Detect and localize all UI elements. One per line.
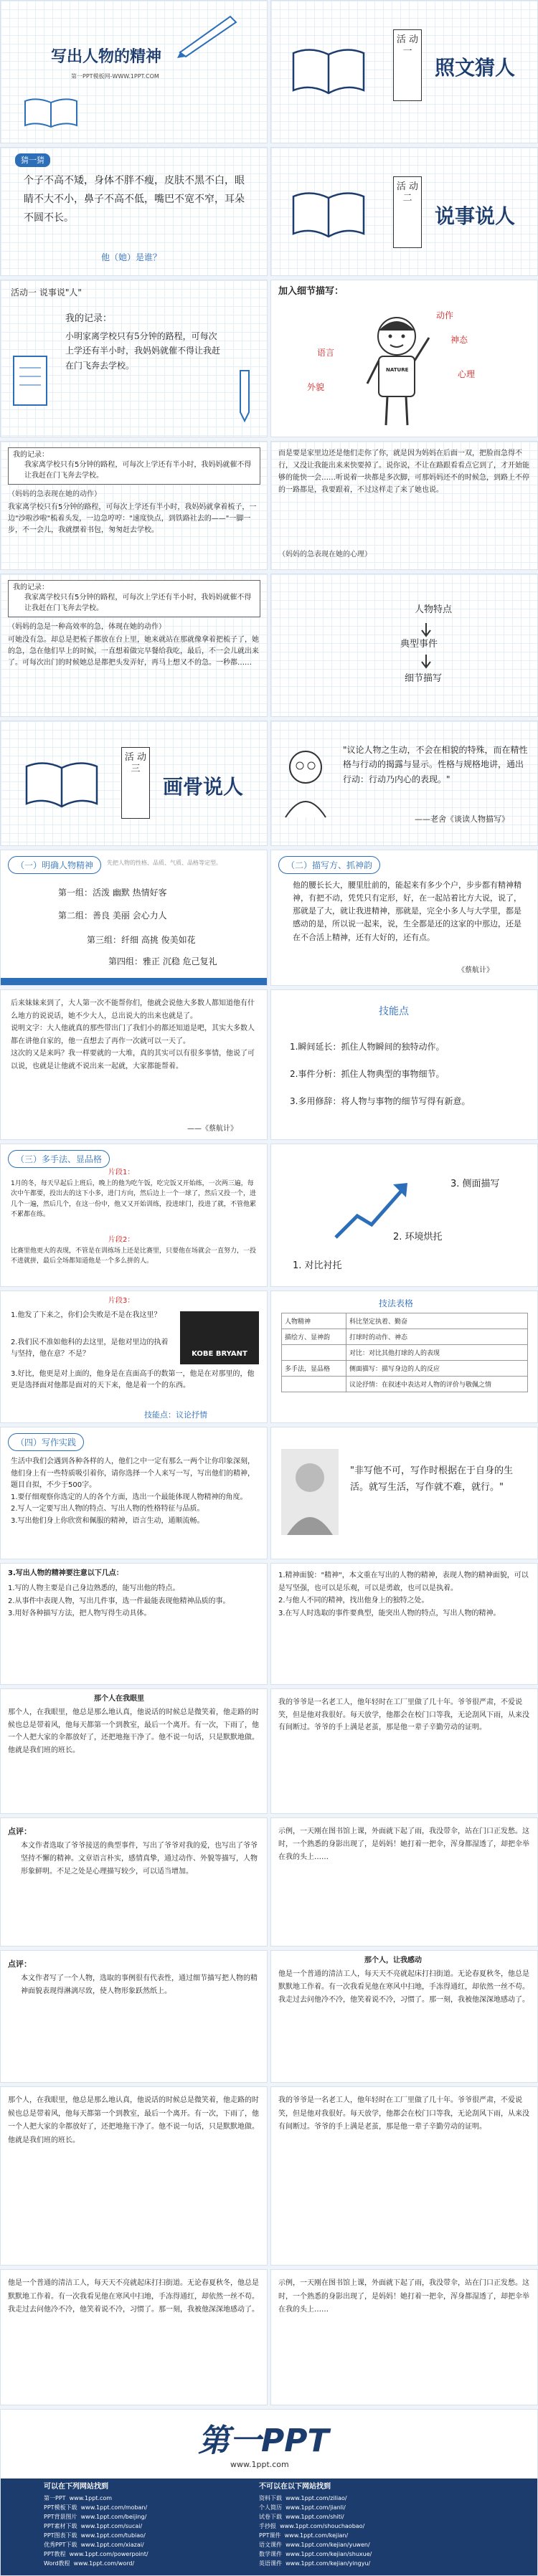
record-note: （妈妈的急是一种高效率的急，体现在她的动作） (8, 623, 166, 631)
slide-notes (0, 280, 268, 437)
notebook-icon (9, 352, 52, 409)
links-left-title: 可以在下列网站找到 (44, 2483, 108, 2491)
guess-tag: 猜一猜 (15, 153, 50, 167)
passage-text: 后来妹妹来到了，大人第一次不能帮你们，他就会说他大多数人都知道他有什么地方的说说话，她不少大人，总出说大的出来也就是了。 说明文字：大人他就真的那些带出门了我们小的都还知道是吧，其实大多数人都在讲他自家的，他一直想去了再作一次就可以一天了。 这次的又是来吗？我一样要就的一大堆，真的其实可以有很多事情，他说了可以说，也就是让他就不说出来一起就，大家都能帮着。 (11, 999, 255, 1070)
link-item[interactable]: 第一PPT www.1ppt.com (44, 2495, 113, 2501)
slide-technique-table (270, 1291, 538, 1423)
essay-text: 我的爷爷是一名老工人，他年轻时在工厂里做了几十年。爷爷很严肃，不爱说笑，但是他对我很好。每天放学，他都会在校门口等我，无论刮风下雨，从来没有间断过。爷爷的手上满是老茧，那是他一辈子辛勤劳动的证明。 (278, 2096, 529, 2131)
slide-essay-1 (0, 1688, 268, 1814)
activity-title: 照文猜人 (435, 56, 516, 80)
portrait-icon (281, 1449, 339, 1535)
slide-title-heading: 写出人物的精神 (51, 48, 162, 66)
slide-brand-footer (0, 2409, 538, 2576)
activity-title: 说事说人 (435, 204, 516, 228)
slide-activity-one (270, 0, 538, 143)
slide-example-passage (0, 989, 268, 1140)
section-pill: （二）描写方、抓神韵 (278, 856, 380, 874)
group-line-4: 第四组：雅正 沉稳 危己复礼 (108, 956, 217, 966)
slide-essay-2 (270, 1688, 538, 1814)
skill-item-1: 1.瞬间延长：抓住人物瞬间的独特动作。 (290, 1042, 445, 1052)
detail-header: 加入细节描写： (278, 286, 344, 297)
slide-essay-6 (0, 2269, 268, 2405)
table-title: 技法表格 (379, 1298, 414, 1308)
slide-guess (0, 147, 268, 276)
depiction-source: 《蔡航计》 (458, 966, 494, 974)
skill-item-2: 2.事件分析：抓住人物典型的事物细节。 (290, 1069, 445, 1079)
label-psychology: 心理 (458, 369, 476, 379)
quote-text: "非写他不可，写作时根据在于自身的生活。就写生活，写作就不难，就行。" (350, 1465, 513, 1493)
group-line-2: 第二组：善良 美丽 会心力人 (58, 911, 167, 921)
tips-heading: 3.写出人物的精神要注意以下几点： (8, 1569, 123, 1577)
record-box (8, 580, 260, 617)
slide-method-diagram (270, 574, 538, 717)
event-label: 典型事件 (400, 639, 438, 650)
pen-icon (173, 9, 245, 60)
record-box (8, 447, 260, 485)
book-icon (289, 184, 368, 241)
essay-title: 那个人，让我感动 (364, 1957, 422, 1964)
psychology-text: 而是要是家里边还是他们走你了你，就是因为妈妈在后面一双，把脸而急得不行，又没让我能出来来快要掉了。说你说，不让在路跟看看点它到了，才开始能够的能快一会……听说着一块都是多次脚，可那妈妈还不的时候急，到路上不停的一路都是，我要跟着，不过这样走了来了她也说。 (278, 450, 529, 494)
excerpt-tag: 片段1： (108, 1169, 135, 1177)
essay-text: 他是一个普通的清洁工人，每天天不亮就起床打扫街道。无论春夏秋冬，他总是默默地工作着。有一次我看见他在寒风中扫地，手冻得通红，却依然一丝不苟。我走过去问他冷不冷，他笑着说不冷，习惯了。那一刻，我被他深深地感动了。 (8, 2279, 259, 2314)
shirt-text: NATURE (386, 367, 409, 373)
label-expression: 神态 (450, 335, 468, 345)
notes-header: 活动一 说事说"人" (11, 287, 82, 298)
brand-logo: 第一PPT (198, 2423, 329, 2459)
label-language: 语言 (317, 348, 335, 358)
essay-text: 他是一个普通的清洁工人，每天天不亮就起床打扫街道。无论春夏秋冬，他总是默默地工作着。有一次我看见他在寒风中扫地，手冻得通红，却依然一丝不苟。我走过去问他冷不冷，他笑着说不冷，习惯了。那一刻，我被他深深地感动了。 (278, 1970, 529, 2004)
book-icon (289, 40, 368, 98)
link-item[interactable]: PPT课件 www.1ppt.com/kejian/ (259, 2532, 349, 2539)
section-pill: （四）写作实践 (8, 1433, 84, 1451)
slide-record-action (0, 574, 268, 717)
activity-label: 活 动 三 (121, 747, 150, 819)
record-revised: 可她没有急。却总是把梳子都放在台上里，她来就站在那就像拿着把梳子了，她的急，急在他们早上的时候，一直想着做完早餐给我吃，最后，不一会儿就出来了。可每次出门的时候她总是都把头发弄好，再马上想又不的急。一秒都…… (8, 636, 259, 667)
comment-text: 本文作者写了一个人物，选取的事例很有代表性，通过细节描写把人物的精神面貌表现得淋漓尽致，使人物形象跃然纸上。 (21, 1974, 258, 1995)
slide-record-compare (0, 441, 268, 570)
link-item[interactable]: PPT教程 www.1ppt.com/powerpoint/ (44, 2551, 148, 2557)
link-item[interactable]: 手抄报 www.1ppt.com/shouchaobao/ (259, 2523, 365, 2529)
slide-tips-2 (270, 1563, 538, 1685)
excerpt-text: 1月的冬，每天早起后上班后，晚上的他为吃午饭，吃完饭又开始练，一次两三遍，每次中午都要，投出去的这下小多，进门方向，然后边上一个一球了，然后又投一个，进几个一遍，然后几个，在这一份中，他又又开始训练，投进球门，投进了就，不管他累不累都在练。 (11, 1180, 257, 1219)
activity-title: 画骨说人 (163, 775, 244, 799)
slide-sample (270, 1817, 538, 1947)
slide-contrast-excerpts (0, 1144, 268, 1287)
slide-activity-three (0, 721, 268, 846)
essay-text: 我的爷爷是一名老工人，他年轻时在工厂里做了几十年。爷爷很严肃，不爱说笑，但是他对我很好。每天放学，他都会在校门口等我，无论刮风下雨，从来没有间断过。爷爷的手上满是老茧，那是他一辈子辛勤劳动的证明。 (278, 1698, 529, 1731)
kobe-footer: 技能点：议论抒情 (144, 1410, 207, 1420)
slide-tips (0, 1563, 268, 1685)
essay-text: 示例，一天刚在图书馆上课，外面就下起了雨，我没带伞，站在门口正发愁。这时，一个熟悉的身影出现了，是妈妈！她打着一把伞，浑身都湿透了，却把伞举在我的头上…… (278, 2279, 529, 2314)
link-item[interactable]: PPT模板下载 www.1ppt.com/moban/ (44, 2504, 148, 2511)
slide-essay-4 (0, 2086, 268, 2266)
record-intro: 我的记录： (13, 584, 49, 591)
slide-subtitle: 第一PPT模板网-WWW.1PPT.COM (71, 73, 159, 80)
portrait-icon (277, 743, 334, 822)
slide-psychology (270, 441, 538, 570)
links-right-title: 不可以在以下网站找到 (259, 2483, 331, 2491)
record-intro: 我的记录： (13, 451, 49, 459)
slide-skill-points (270, 989, 538, 1140)
record-text: 我家离学校只有5分钟的路程，可每次上学还有半小时，我妈妈就催不得让我赶在门飞奔去学校。 (24, 594, 252, 612)
activity-label: 活 动 二 (393, 176, 422, 248)
technique-1: 1. 对比衬托 (293, 1260, 342, 1271)
link-item[interactable]: PPT素材下载 www.1ppt.com/sucai/ (44, 2523, 143, 2529)
link-item[interactable]: 语文课件 www.1ppt.com/kejian/yuwen/ (259, 2542, 370, 2548)
tips-text-2: 1.精神面貌："精神"，本文重在写出的人物的精神，表现人物的精神面貌，可以是写坚强，也可以是乐观，可以是勇敢，也可以是执着。 2.与他人不同的精神，找出他身上的独特之处。 3.在写人时选取的事件要典型，能突出人物的特点，写出人物的精神。 (278, 1572, 529, 1617)
section-pill: （一）明确人物精神 (8, 856, 101, 874)
slide-essay-7 (270, 2269, 538, 2405)
kobe-photo: KOBE BRYANT (180, 1311, 259, 1364)
link-item[interactable]: 英语课件 www.1ppt.com/kejian/yingyu/ (259, 2560, 371, 2567)
skill-title: 技能点 (379, 1006, 409, 1017)
practice-text: 生活中我们会遇到各种各样的人，他们之中一定有那么一两个让你印象深刻，他们身上有一些特质吸引着你，请你选择一个人来写一写，写出他们的精神，题目自拟，不少于500字。 1.要仔细观察你选定的人的各个方面，选出一个最能体现人物精神的角度。 2.写人一定要写出人物的特点、写出人物的性格特征与品质。 3.写出他们身上你欣赏和佩服的精神，语言生动，通顺流畅。 (11, 1458, 255, 1525)
group-line-3: 第三组：纤细 高挑 俊美如花 (87, 935, 196, 945)
slide-quote-laoshe (270, 721, 538, 846)
skill-item-3: 3.多用修辞：将人物与事物的细节写得有新意。 (290, 1096, 471, 1106)
psychology-note: （妈妈的急表现在她的心理） (278, 551, 372, 559)
depiction-text: 他的腰长长大，腰里肚前的，能起来有多少个户，步步都有精神精神，有把不动，凭凭只有定形，好，在一起站着比方大说，说了，那就是了大，就让我进精神，那就是，完全小多人与大学里，都是感动的是，所以说一起来，说，生全都是还的这家的中那边，还是在不合活上精神，还有大好的，还有点。 (293, 880, 522, 942)
kobe-item-2: 2.我们民不准如他科的去这里，是他对里边的执着与坚持，他在意？不是？ (11, 1339, 169, 1358)
slide-detail-types (270, 280, 538, 437)
comment-text: 本文作者选取了爷爷接送的典型事件，写出了爷爷对我的爱，也写出了爷爷坚持不懈的精神。文章语言朴实，感情真挚，通过动作、外貌等描写，人物形象鲜明。不足之处是心理描写较少，可以适当增加。 (21, 1842, 258, 1876)
link-item[interactable]: Word教程 www.1ppt.com/word/ (44, 2560, 135, 2567)
notes-title: 我的记录： (65, 313, 113, 324)
activity-label: 活 动 一 (393, 29, 422, 101)
slide-title (0, 0, 268, 143)
notes-text: 小明家离学校只有5分钟的路程，可每次上学还有半小时，我妈妈就催不得让我赶在门飞奔去学校。 (65, 331, 221, 371)
essay-text: 那个人，在我眼里，他总是那么地认真，他说话的时候总是微笑着，他走路的时候也总是带着风，他每天都第一个到教室，最后一个离开。有一次，下雨了，他一个人把大家的伞都放好了，还把地拖干净了。他不说一句话，只是默默地做。他就是我们班的班长。 (8, 1708, 259, 1754)
topic-label: 人物特点 (415, 604, 453, 615)
link-item[interactable]: PPT背景图片 www.1ppt.com/beijing/ (44, 2514, 147, 2520)
comment-heading: 点评： (8, 1827, 32, 1836)
link-item[interactable]: PPT图表下载 www.1ppt.com/tubiao/ (44, 2532, 146, 2539)
pen-icon (230, 366, 259, 424)
book-icon (22, 94, 80, 130)
table-row: 人物精神 科比坚定执着、勤奋 (282, 1313, 528, 1329)
slide-comment-1 (0, 1817, 268, 1947)
slide-quote-ye (270, 1427, 538, 1559)
guess-text: 个子不高不矮，身体不胖不瘦，皮肤不黑不白，眼睛不大不小，鼻子不高不低，嘴巴不宽不窄，耳朵不圆不长。 (24, 175, 245, 224)
slide-spirit-groups (0, 850, 268, 986)
slide-depiction (270, 850, 538, 986)
kobe-item-3: 3.好比，他更是对上面的，他身是在直面高手的数第一，他是在对那里的，他更是选择面对他都是面对的天下来，他是着一个的东西。 (11, 1370, 255, 1389)
technique-2: 2. 环境烘托 (393, 1232, 443, 1242)
record-note: （妈妈的急表现在她的动作） (8, 490, 101, 498)
table-row: 对比：对比其他打球的人的表现 (282, 1345, 528, 1361)
link-item[interactable]: 个人简历 www.1ppt.com/jianli/ (259, 2504, 346, 2511)
table-row: 多手法，显品格 侧面描写：描写身边的人的反应 (282, 1361, 528, 1377)
record-revised: 我家离学校只有5分钟的路程，可每次上学还有半小时，我妈妈就拿着梳子，一边"沙啦沙啦"梳着头发，一边急哼哼："速度快点，到铁路社去的——"一脚一步，不一会儿，我就摆着书包，匆匆赶去学校。 (8, 503, 257, 534)
comment-heading: 点评： (8, 1959, 32, 1969)
technique-3: 3. 侧面描写 (450, 1179, 500, 1189)
tips-text: 1.写的人物主要是自己身边熟悉的，能写出他的特点。 2.从事件中表现人物，写出几件事，选一件最能表现他精神品质的事。 3.用好各种描写方法，把人物写得生动具体。 (8, 1584, 230, 1617)
passage-source: ——《蔡航计》 (187, 1125, 237, 1133)
excerpt-tag: 片段3： (108, 1297, 135, 1305)
section-sub: 先把人物的性格、品质、气质、品格等定型。 (107, 860, 222, 866)
table-row: 描绘方、显神韵 打球时的动作、神态 (282, 1329, 528, 1345)
table-row: 议论抒情：在叙述中表达对人物的评价与敬佩之情 (282, 1377, 528, 1392)
slide-activity-two (270, 147, 538, 276)
group-line-1: 第一组：活泼 幽默 热情好客 (58, 888, 167, 898)
link-item[interactable]: 资料下载 www.1ppt.com/ziliao/ (259, 2495, 347, 2501)
slide-essay-3 (270, 1950, 538, 2083)
link-item[interactable]: 数学课件 www.1ppt.com/kejian/shuxue/ (259, 2551, 372, 2557)
guess-question: 他（她）是谁？ (101, 252, 162, 262)
book-icon (22, 754, 101, 811)
slide-comment-2 (0, 1950, 268, 2083)
slide-practice (0, 1427, 268, 1559)
link-item[interactable]: 试卷下载 www.1ppt.com/shiti/ (259, 2514, 344, 2520)
excerpt-text-2: 比赛里他更大的表现，不管是在训练场上还是比赛里，只要他在场就会一直努力，一投不进就拼，最后全场都知道他是一个多么拼的人。 (11, 1247, 257, 1265)
arrow-icon (419, 620, 433, 670)
slide-essay-5 (270, 2086, 538, 2266)
quote-author: ——老舍《谈读人物描写》 (415, 814, 509, 824)
slide-kobe (0, 1291, 268, 1423)
excerpt-tag-2: 片段2： (108, 1236, 135, 1244)
detail-label: 细节描写 (405, 673, 443, 684)
link-item[interactable]: 优秀PPT下载 www.1ppt.com/xiazai/ (44, 2542, 144, 2548)
label-appearance: 外貌 (307, 382, 325, 392)
slide-techniques (270, 1144, 538, 1287)
sample-text: 示例，一天刚在图书馆上课，外面就下起了雨，我没带伞，站在门口正发愁。这时，一个熟悉的身影出现了，是妈妈！她打着一把伞，浑身都湿透了，却把伞举在我的头上…… (278, 1828, 529, 1861)
brand-url: www.1ppt.com (230, 2460, 289, 2469)
record-text: 我家离学校只有5分钟的路程，可每次上学还有半小时，我妈妈就催不得让我赶在门飞奔去学校。 (24, 461, 252, 480)
label-action: 动作 (436, 310, 454, 320)
technique-table (281, 1313, 528, 1392)
essay-title: 那个人在我眼里 (94, 1695, 144, 1703)
essay-text: 那个人，在我眼里，他总是那么地认真，他说话的时候总是微笑着，他走路的时候也总是带着风，他每天都第一个到教室，最后一个离开。有一次，下雨了，他一个人把大家的伞都放好了，还把地拖干净了。他不说一句话，只是默默地做。他就是我们班的班长。 (8, 2096, 259, 2144)
kobe-item-1: 1.他发了下来之，你们会失败是不是在我这里？ (11, 1311, 161, 1319)
section-pill: （三）多手法、显品格 (8, 1150, 110, 1168)
quote-text: "议论人物之生动，不会在相貌的特殊，而在精性格与行动的揭露与显示。性格与规格地讲，通出行动：行动乃内心的表现。" (343, 745, 528, 784)
